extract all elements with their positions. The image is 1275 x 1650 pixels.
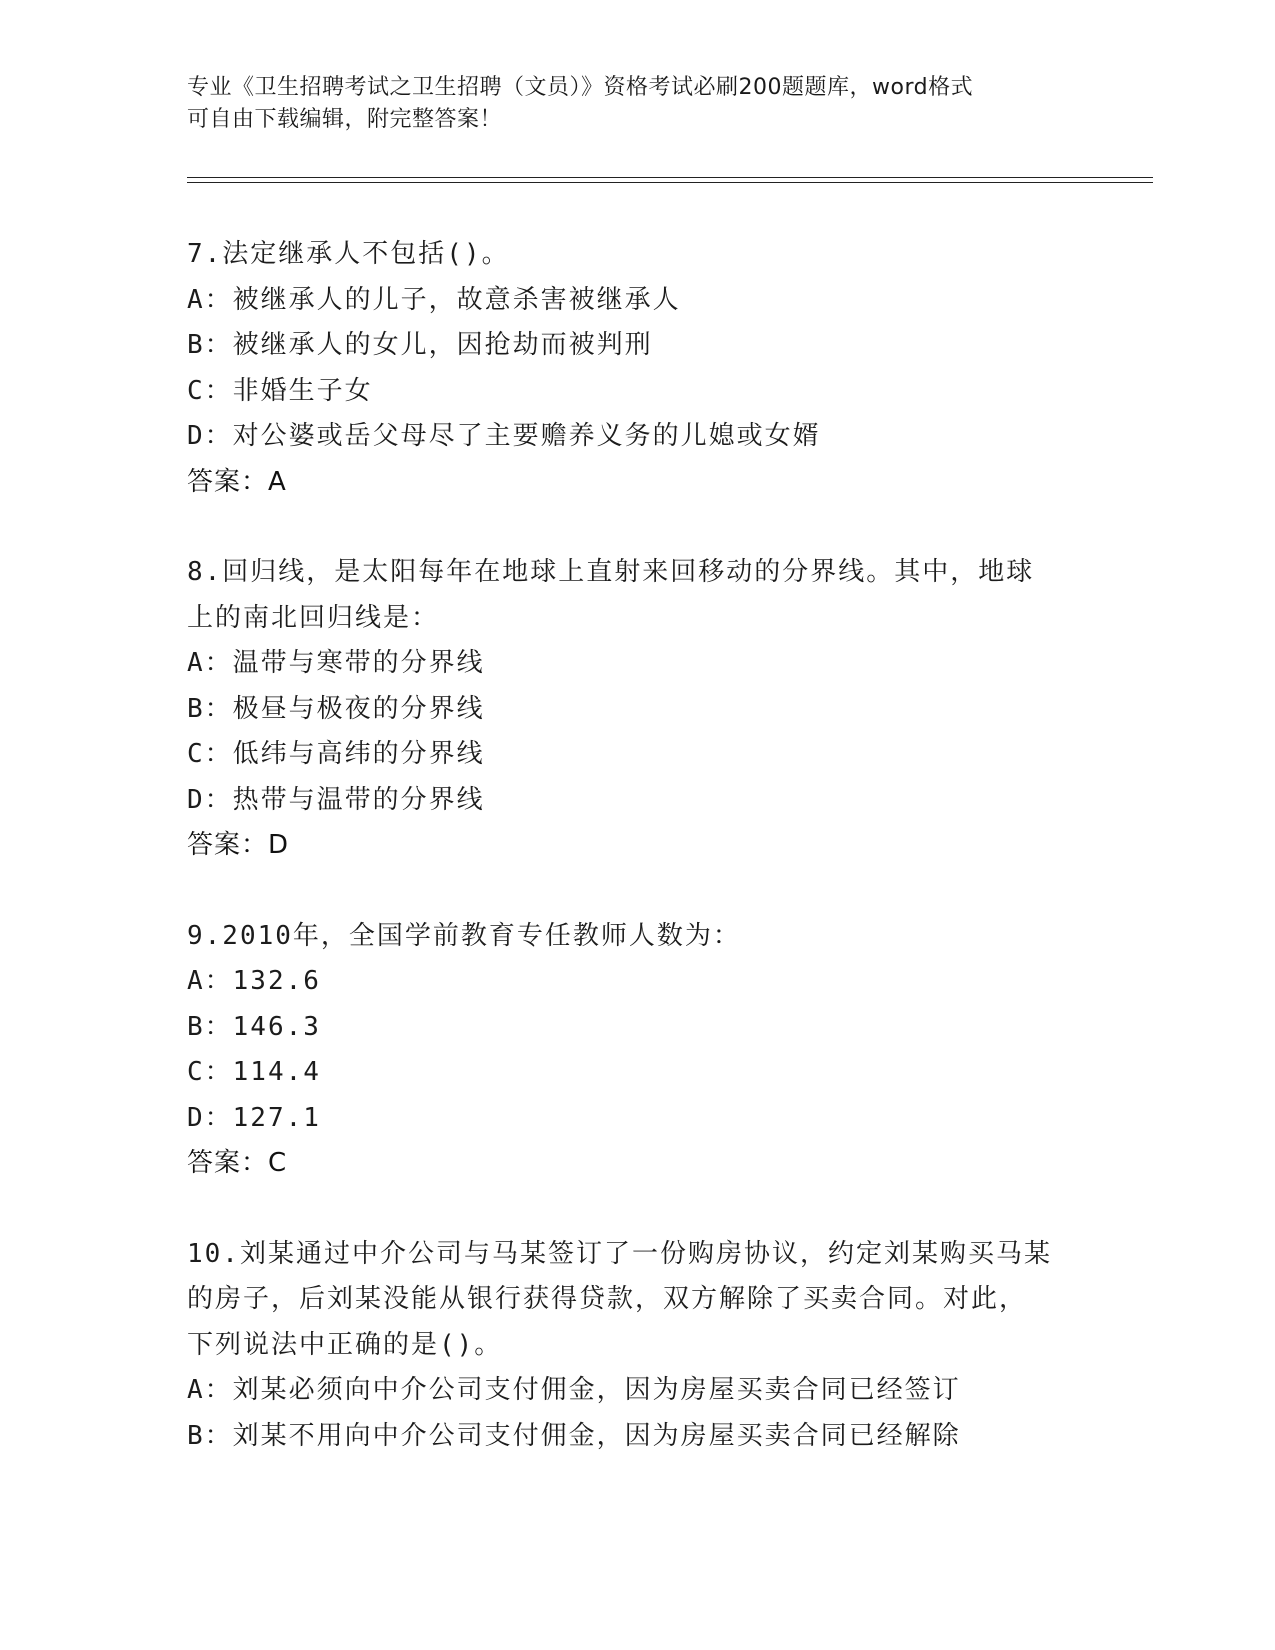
header-divider-bottom <box>187 182 1153 183</box>
question-10 <box>187 1232 1087 1460</box>
header-line-1: 专业《卫生招聘考试之卫生招聘（文员）》资格考试必刷200题题库，word格式 <box>187 75 974 100</box>
question-list <box>187 232 1087 1504</box>
option-d: D：对公婆或岳父母尽了主要赡养义务的儿媳或女婿 <box>187 421 821 451</box>
stem-line: 8.回归线，是太阳每年在地球上直射来回移动的分界线。其中，地球 <box>187 557 1035 587</box>
option-b: B：极昼与极夜的分界线 <box>187 693 485 724</box>
question-stem <box>187 914 1087 960</box>
document-header <box>187 72 1087 136</box>
answer-line: 答案：A <box>187 466 287 497</box>
option-c: C：非婚生子女 <box>187 375 373 406</box>
option-a: A：被继承人的儿子，故意杀害被继承人 <box>187 284 681 315</box>
stem-line: 的房子，后刘某没能从银行获得贷款，双方解除了买卖合同。对此， <box>187 1284 1028 1314</box>
option-b: B：刘某不用向中介公司支付佣金，因为房屋买卖合同已经解除 <box>187 1420 961 1451</box>
header-divider-top <box>187 177 1153 178</box>
stem-line: 下列说法中正确的是()。 <box>187 1329 503 1360</box>
option-d: D：热带与温带的分界线 <box>187 784 485 815</box>
option-b: B：被继承人的女儿，因抢劫而被判刑 <box>187 330 653 360</box>
stem-line: 上的南北回归线是： <box>187 602 440 633</box>
stem-line: 7.法定继承人不包括()。 <box>187 239 510 269</box>
stem-line: 10.刘某通过中介公司与马某签订了一份购房协议，约定刘某购买马某 <box>187 1238 1052 1269</box>
stem-line: 9.2010年，全国学前教育专任教师人数为： <box>187 920 741 951</box>
option-a: A：132.6 <box>187 966 321 996</box>
question-9 <box>187 914 1087 1187</box>
option-b: B：146.3 <box>187 1011 321 1042</box>
answer-line: 答案：C <box>187 1148 288 1178</box>
question-stem <box>187 550 1087 641</box>
question-7 <box>187 232 1087 505</box>
option-c: C：114.4 <box>187 1057 321 1087</box>
question-stem <box>187 1232 1087 1369</box>
answer-line: 答案：D <box>187 830 290 860</box>
option-a: A：刘某必须向中介公司支付佣金，因为房屋买卖合同已经签订 <box>187 1375 961 1405</box>
option-d: D：127.1 <box>187 1102 321 1133</box>
question-8 <box>187 550 1087 869</box>
question-stem <box>187 232 1087 278</box>
option-c: C：低纬与高纬的分界线 <box>187 739 485 769</box>
header-line-2: 可自由下载编辑，附完整答案！ <box>187 107 503 132</box>
option-a: A：温带与寒带的分界线 <box>187 648 485 678</box>
